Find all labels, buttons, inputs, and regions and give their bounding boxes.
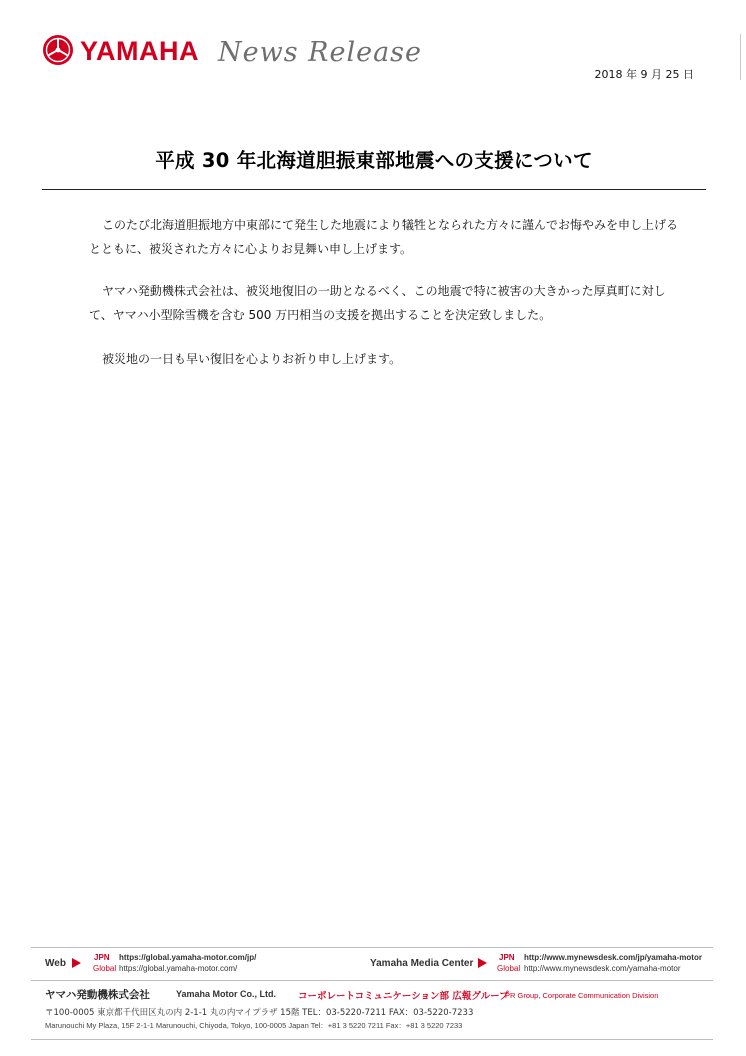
arrow-right-icon [478, 958, 487, 968]
body-paragraph: ヤマハ発動機株式会社は、被災地復旧の一助となるべく、この地震で特に被害の大きかった厚真町に対して、ヤマハ小型除雪機を含む 500 万円相当の支援を拠出することを決定致しました。 [89, 284, 666, 322]
yamaha-logo [42, 34, 202, 68]
brand-wordmark: YAMAHA [80, 36, 200, 66]
footer-divider-bottom [31, 1039, 713, 1040]
media-jpn-label: JPN [499, 953, 515, 962]
title-divider [42, 189, 706, 190]
media-jpn-link[interactable]: http://www.mynewsdesk.com/jp/yamaha-motor [524, 953, 702, 962]
web-global-label: Global [93, 964, 117, 973]
body-paragraph: このたび北海道胆振地方中東部にて発生した地震により犠牲となられた方々に謹んでお悔やみを申し上げるとともに、被災された方々に心よりお見舞い申し上げます。 [89, 218, 679, 256]
company-name-en: Yamaha Motor Co., Ltd. [176, 989, 277, 999]
body-paragraph: 被災地の一日も早い復旧を心よりお祈り申し上げます。 [102, 352, 402, 366]
web-global-link[interactable]: https://global.yamaha-motor.com/ [119, 964, 238, 973]
tuning-fork-emblem-icon [42, 34, 74, 66]
media-global-link[interactable]: http://www.mynewsdesk.com/yamaha-motor [524, 964, 681, 973]
web-jpn-label: JPN [94, 953, 110, 962]
web-jpn-link[interactable]: https://global.yamaha-motor.com/jp/ [119, 953, 257, 962]
footer-divider-top [31, 947, 713, 948]
department-name-jp: コーポレートコミュニケーション部 広報グループ [298, 991, 509, 1002]
news-release-heading: News Release [218, 37, 423, 68]
address-en: Marunouchi My Plaza, 15F 2-1-1 Marunouchi, Chiyoda, Tokyo, 100-0005 Japan Tel：+81 3 5220 7211 Fax：+81 3 5220 7233 [45, 1021, 463, 1030]
media-center-label: Yamaha Media Center [370, 958, 474, 969]
address-jp: 〒100-0005 東京都千代田区丸の内 2-1-1 丸の内マイプラザ 15階 TEL：03-5220-7211 FAX：03-5220-7233 [45, 1008, 474, 1018]
arrow-right-icon [72, 958, 81, 968]
company-name-jp: ヤマハ発動機株式会社 [45, 989, 150, 1001]
edge-divider [740, 34, 741, 80]
release-date: 2018 年 9 月 25 日 [594, 68, 694, 81]
web-label: Web [45, 958, 66, 969]
page-title: 平成 30 年北海道胆振東部地震への支援について [155, 149, 593, 172]
media-global-label: Global [497, 964, 521, 973]
footer-divider-middle [31, 980, 713, 981]
department-name-en: PR Group, Corporate Communication Division [505, 991, 659, 1000]
